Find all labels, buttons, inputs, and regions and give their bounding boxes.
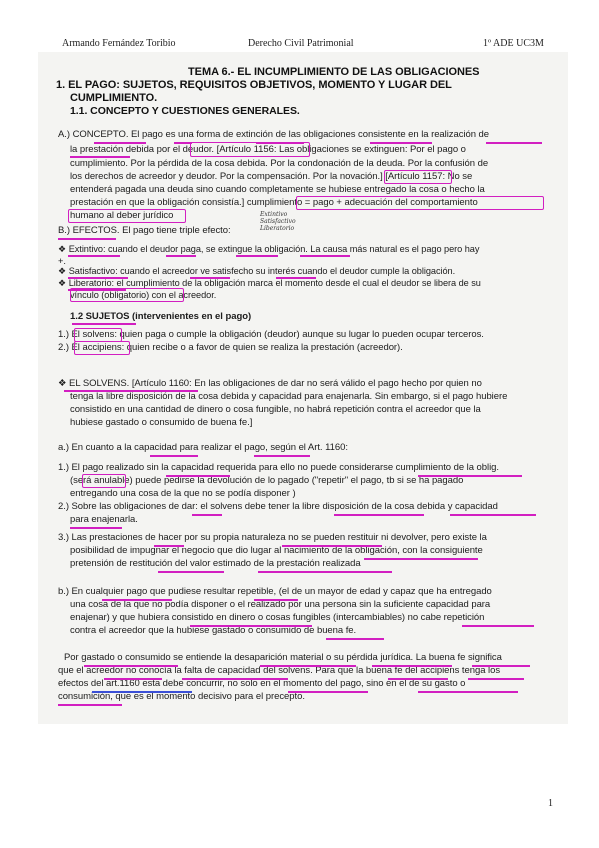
underline-mark <box>486 142 542 144</box>
text-line: 1.) El pago realizado sin la capacidad requerida para ello no puede considerarse cumplimiento de la oblig. <box>58 462 499 473</box>
text-line: ❖ Extintivo: cuando el deudor paga, se extingue la obligación. La causa más natural es el pago pero hay <box>58 244 480 254</box>
section-heading-1: 1. EL PAGO: SUJETOS, REQUISITOS OBJETIVOS, MOMENTO Y LUGAR DEL <box>56 79 452 91</box>
text-line: vínculo (obligatorio) con el acreedor. <box>70 290 217 300</box>
header-course: 1º ADE UC3M <box>483 38 544 49</box>
text-line: ❖ EL SOLVENS. [Artículo 1160: En las obligaciones de dar no será válido el pago hecho por quien no <box>58 378 482 389</box>
section-heading-1-cont: CUMPLIMIENTO. <box>70 92 158 104</box>
underline-mark <box>468 678 524 680</box>
subsection-heading-1-1: 1.1. CONCEPTO Y CUESTIONES GENERALES. <box>70 105 300 117</box>
handwritten-note <box>260 211 296 232</box>
text-line: una cosa de la que no podía disponer o el realizado por una persona sin la suficiente capacidad para <box>70 599 491 610</box>
text-line: humano al deber jurídico <box>70 210 174 221</box>
subsection-heading-1-2: 1.2 SUJETOS (intervenientes en el pago) <box>70 311 252 322</box>
underline-mark <box>488 514 536 516</box>
text-line: tenga la libre disposición de la cosa debida y capacidad para enajenarla. Sin embargo, si el pago hubiere <box>70 391 508 402</box>
underline-mark <box>258 571 392 573</box>
header-subject: Derecho Civil Patrimonial <box>248 38 354 49</box>
underline-mark <box>150 455 198 457</box>
underline-mark <box>326 638 384 640</box>
text-line: (será anulable) puede pedirse la devolución de lo pagado ("repetir" el pago, tb si se ha pagado <box>70 475 464 486</box>
text-line: la prestación debida por el deudor. [Artículo 1156: Las obligaciones se extinguen: Por el pago o <box>70 144 466 155</box>
text-line: enajenar) y que hubiera consistido en dinero o cosas fungibles (intercambiables) no cabe repetición <box>70 612 485 623</box>
page-header <box>0 38 599 52</box>
underline-mark <box>236 255 278 257</box>
text-line: efectos del art.1160 esta debe concurrir, no solo en el momento del pago, sino en el de su gasto o <box>58 678 466 689</box>
underline-mark <box>254 455 310 457</box>
text-line: 3.) Las prestaciones de hacer por su propia naturaleza no se pueden restituir ni devolver, pero existe la <box>58 532 487 543</box>
text-line: b.) En cualquier pago que pudiese resultar repetible, (el de un mayor de edad y capaz que ha entregado <box>58 586 492 597</box>
handwritten-word: Extintivo <box>260 211 288 218</box>
underline-mark <box>334 514 424 516</box>
text-line: a.) En cuanto a la capacidad para realizar el pago, según el Art. 1160: <box>58 442 348 453</box>
underline-mark <box>364 558 478 560</box>
text-line: contra el acreedor que la hubiese gastado o consumido de buena fe. <box>70 625 357 636</box>
text-line: entregando una cosa de la que no se podía disponer ) <box>70 488 296 499</box>
text-line: +. <box>58 256 66 266</box>
text-line: para enajenarla. <box>70 514 138 525</box>
underline-mark <box>68 255 120 257</box>
text-line: A.) CONCEPTO. El pago es una forma de extinción de las obligaciones consistente en la realización de <box>58 129 490 140</box>
underline-mark <box>58 704 122 706</box>
doc-title: TEMA 6.- EL INCUMPLIMIENTO DE LAS OBLIGACIONES <box>188 66 480 78</box>
underline-mark <box>192 514 222 516</box>
text-line: que el acreedor no conocía la falta de capacidad del solvens. Para que la buena fe del accipiens tenga los <box>58 665 501 676</box>
underline-mark <box>70 527 122 529</box>
underline-mark <box>462 625 534 627</box>
text-line: prestación en que la obligación consistía.] cumplimiento = pago + adecuación del comportamiento <box>70 197 478 208</box>
underline-mark <box>418 691 518 693</box>
text-line: B.) EFECTOS. El pago tiene triple efecto: <box>58 225 231 236</box>
text-line: cumplimiento. Por la pérdida de la cosa debida. Por la condonación de la deuda. Por la confusión de <box>70 158 489 169</box>
text-line: 1.) El solvens: quien paga o cumple la obligación (deudor) aunque su lugar lo pueden ocupar terceros. <box>58 329 484 340</box>
text-line: 2.) El accipiens: quien recibe o a favor de quien se realiza la prestación (acreedor). <box>58 342 403 353</box>
page-number: 1 <box>548 798 553 809</box>
text-line: posibilidad de impugnar el negocio que dio lugar al nacimiento de la obligación, con la consiguiente <box>70 545 483 556</box>
underline-mark <box>158 571 224 573</box>
text-line: pretensión de restitución del valor estimado de la prestación realizada <box>70 558 361 569</box>
underline-mark <box>166 255 196 257</box>
underline-mark <box>450 514 500 516</box>
underline-mark <box>72 323 136 325</box>
text-line: consistido en una cantidad de dinero o cosa fungible, no habrá repetición contra el acreedor que la <box>70 404 481 415</box>
text-line: ❖ Satisfactivo: cuando el acreedor ve satisfecho su interés cuando el deudor cumple la obligación. <box>58 266 456 276</box>
underline-mark <box>300 255 350 257</box>
text-line: los derechos de acreedor y deudor. Por la compensación. Por la novación.] [Artículo 1157: No se <box>70 171 473 182</box>
text-line: consumición, que es el momento decisivo para el precepto. <box>58 691 305 702</box>
text-line: entenderá pagada una deuda sino cuando completamente se hubiese entregado la cosa o hecho la <box>70 184 485 195</box>
header-author: Armando Fernández Toribio <box>62 38 176 49</box>
text-line: 2.) Sobre las obligaciones de dar: el solvens debe tener la libre disposición de la cosa debida y capacidad <box>58 501 498 512</box>
text-line: hubiese gastado o consumido de buena fe.] <box>70 417 253 428</box>
handwritten-word: Liberatorio <box>260 225 295 232</box>
scanned-page <box>38 52 568 724</box>
handwritten-word: Satisfactivo <box>260 218 296 225</box>
text-line: Por gastado o consumido se entiende la desaparición material o su pérdida jurídica. La buena fe significa <box>64 652 502 663</box>
text-line: ❖ Liberatorio: el cumplimiento de la obligación marca el momento desde el cual el deudor se libera de su <box>58 278 481 288</box>
underline-mark <box>58 238 116 240</box>
